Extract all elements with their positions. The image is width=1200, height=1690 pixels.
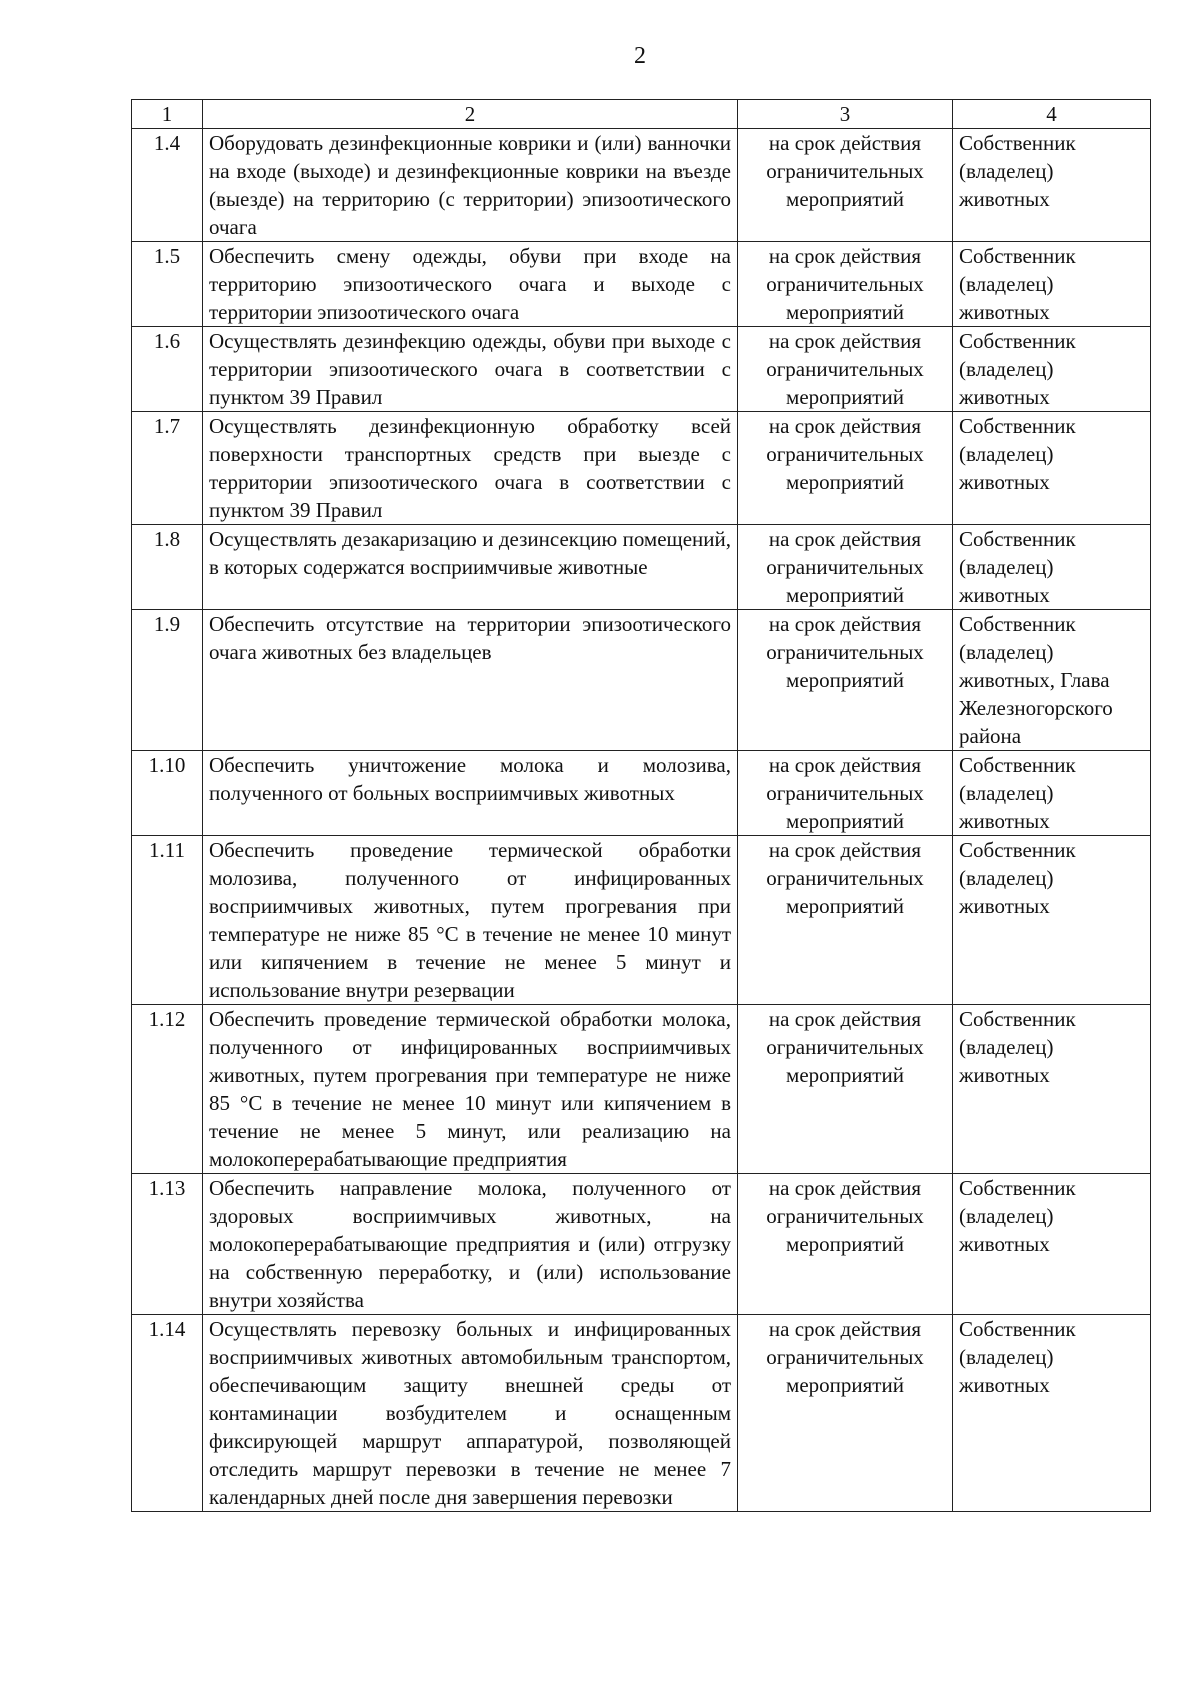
term-cell: на срок действия ограничительных мероприятий <box>738 129 953 242</box>
term-cell: на срок действия ограничительных мероприятий <box>738 242 953 327</box>
table-row <box>132 327 1151 412</box>
term-cell: на срок действия ограничительных мероприятий <box>738 1005 953 1174</box>
row-number-cell: 1.13 <box>132 1174 203 1315</box>
header-cell: 1 <box>132 100 203 129</box>
responsible-cell: Собственник (владелец) животных <box>953 412 1151 525</box>
table-row <box>132 1174 1151 1315</box>
responsible-cell: Собственник (владелец) животных, Глава Железногорского района <box>953 610 1151 751</box>
term-cell: на срок действия ограничительных мероприятий <box>738 412 953 525</box>
table-row <box>132 610 1151 751</box>
row-number-cell: 1.5 <box>132 242 203 327</box>
measure-cell: Осуществлять дезинфекционную обработку всей поверхности транспортных средств при выезде с территории эпизоотического очага в соответствии с пунктом 39 Правил <box>203 412 738 525</box>
term-cell: на срок действия ограничительных мероприятий <box>738 1315 953 1512</box>
responsible-cell: Собственник (владелец) животных <box>953 1174 1151 1315</box>
responsible-cell: Собственник (владелец) животных <box>953 751 1151 836</box>
responsible-cell: Собственник (владелец) животных <box>953 327 1151 412</box>
measure-cell: Обеспечить отсутствие на территории эпизоотического очага животных без владельцев <box>203 610 738 751</box>
term-cell: на срок действия ограничительных мероприятий <box>738 751 953 836</box>
row-number-cell: 1.11 <box>132 836 203 1005</box>
measure-cell: Обеспечить проведение термической обработки молозива, полученного от инфицированных восприимчивых животных, путем прогревания при температуре не ниже 85 °С в течение не менее 10 минут или кипячением в течение не менее 5 минут и использование внутри резервации <box>203 836 738 1005</box>
responsible-cell: Собственник (владелец) животных <box>953 242 1151 327</box>
page-number: 2 <box>634 43 646 69</box>
table-row <box>132 242 1151 327</box>
table-header-row <box>132 100 1151 129</box>
header-cell: 3 <box>738 100 953 129</box>
header-cell: 4 <box>953 100 1151 129</box>
responsible-cell: Собственник (владелец) животных <box>953 1005 1151 1174</box>
measures-table <box>131 99 1151 1512</box>
measure-cell: Осуществлять дезинфекцию одежды, обуви при выходе с территории эпизоотического очага в соответствии с пунктом 39 Правил <box>203 327 738 412</box>
table-row <box>132 129 1151 242</box>
table-row <box>132 836 1151 1005</box>
row-number-cell: 1.14 <box>132 1315 203 1512</box>
term-cell: на срок действия ограничительных мероприятий <box>738 525 953 610</box>
measure-cell: Обеспечить проведение термической обработки молока, полученного от инфицированных восприимчивых животных, путем прогревания при температуре не ниже 85 °С в течение не менее 10 минут или кипячением в течение не менее 5 минут, или реализацию на молокоперерабатывающие предприятия <box>203 1005 738 1174</box>
measure-cell: Обеспечить направление молока, полученного от здоровых восприимчивых животных, на молокоперерабатывающие предприятия и (или) отгрузку на собственную переработку, и (или) использование внутри хозяйства <box>203 1174 738 1315</box>
term-cell: на срок действия ограничительных мероприятий <box>738 1174 953 1315</box>
row-number-cell: 1.7 <box>132 412 203 525</box>
measure-cell: Оборудовать дезинфекционные коврики и (или) ванночки на входе (выходе) и дезинфекционные коврики на въезде (выезде) на территорию (с территории) эпизоотического очага <box>203 129 738 242</box>
table-row <box>132 1315 1151 1512</box>
term-cell: на срок действия ограничительных мероприятий <box>738 327 953 412</box>
row-number-cell: 1.6 <box>132 327 203 412</box>
header-cell: 2 <box>203 100 738 129</box>
table-row <box>132 525 1151 610</box>
row-number-cell: 1.4 <box>132 129 203 242</box>
responsible-cell: Собственник (владелец) животных <box>953 525 1151 610</box>
measure-cell: Обеспечить смену одежды, обуви при входе на территорию эпизоотического очага и выходе с территории эпизоотического очага <box>203 242 738 327</box>
table-row <box>132 412 1151 525</box>
measure-cell: Обеспечить уничтожение молока и молозива, полученного от больных восприимчивых животных <box>203 751 738 836</box>
row-number-cell: 1.9 <box>132 610 203 751</box>
measure-cell: Осуществлять дезакаризацию и дезинсекцию помещений, в которых содержатся восприимчивые животные <box>203 525 738 610</box>
responsible-cell: Собственник (владелец) животных <box>953 129 1151 242</box>
responsible-cell: Собственник (владелец) животных <box>953 836 1151 1005</box>
term-cell: на срок действия ограничительных мероприятий <box>738 610 953 751</box>
measure-cell: Осуществлять перевозку больных и инфицированных восприимчивых животных автомобильным транспортом, обеспечивающим защиту внешней среды от контаминации возбудителем и оснащенным фиксирующей маршрут аппаратурой, позволяющей отследить маршрут перевозки в течение не менее 7 календарных дней после дня завершения перевозки <box>203 1315 738 1512</box>
row-number-cell: 1.10 <box>132 751 203 836</box>
row-number-cell: 1.12 <box>132 1005 203 1174</box>
responsible-cell: Собственник (владелец) животных <box>953 1315 1151 1512</box>
term-cell: на срок действия ограничительных мероприятий <box>738 836 953 1005</box>
table-row <box>132 751 1151 836</box>
row-number-cell: 1.8 <box>132 525 203 610</box>
table-row <box>132 1005 1151 1174</box>
